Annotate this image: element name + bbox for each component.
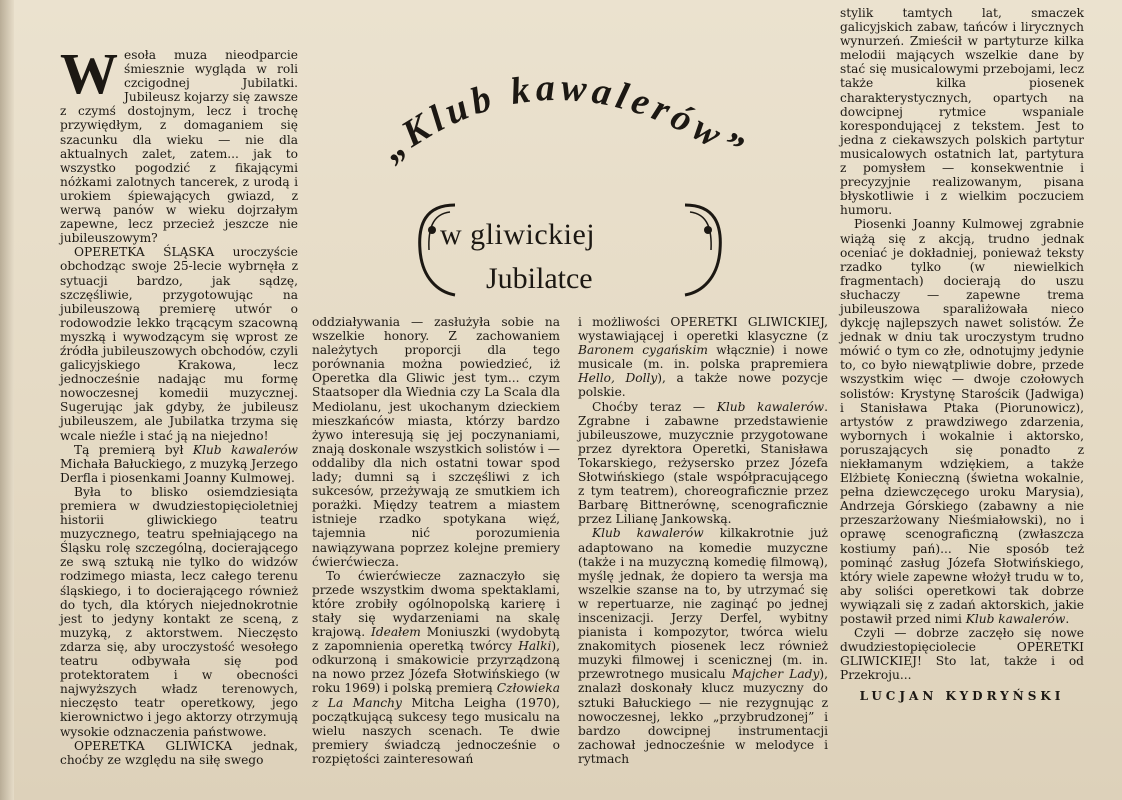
text: ), a także nowe pozycje polskie. (578, 371, 828, 400)
paragraph (60, 443, 298, 485)
arched-title (373, 67, 754, 172)
paragraph: stylik tamtych lat, smaczek galicyjskich zabaw, tańców i lirycznych wynurzeń. Zmieścił w partyturze kilka melodii mających wszelkie dane by stać się musicalowymi przebojami, lecz także kilka piosenek charakterystycznych, opartych na dowcipnej rytmice wspaniale korespondującej z tekstem. Jest to jedna z ciekawszych polskich partytur musicalowych ostatnich lat, partytura z pomysłem — konsekwentnie i precyzyjnie realizowanym, pisana błyskotliwie i z wielkim poczuciem humoru. (840, 6, 1084, 218)
text: Michała Bałuckiego, z muzyką Jerzego Derfla i piosenkami Joanny Kulmowej. (60, 456, 298, 485)
drop-cap: W (60, 41, 118, 106)
article-column-4 (840, 6, 1084, 703)
paragraph: Była to blisko osiemdziesiąta premiera w dwudziestopięcioletniej historii gliwickiego teatru muzycznego, teatru spełniającego na Śląsku rolę szczególną, docierającego ze swą sztuką nie tylko do widzów rodzimego miasta, lecz całego terenu śląskiego, i to docierającego również do tych, dla których niejednokrotnie jest to jedyny kontakt ze sceną, z muzyką, z aktorstwem. Nieczęsto zdarza się, aby uroczystość wesołego teatru odbywała się pod protektoratem i w obecności najwyższych władz terenowych, nieczęsto teatr operetkowy, jego kierownictwo i jego aktorzy otrzymują wysokie odznaczenia państwowe. (60, 484, 298, 739)
text: Tą premierą był (74, 442, 193, 457)
arched-title-text: „Klub kawalerów” (372, 66, 755, 172)
paragraph: OPERETKA ŚLĄSKA uroczyście obchodząc swoje 25-lecie wybrnęła z sytuacji bardzo, jak sądzę, szczęśliwie, przygotowując na jubileuszową premierę utwór o rodowodzie lekko trącącym szacowną myszką i wywodzącym się wprost ze źródła jubileuszowych obchodów, czyli galicyjskiego Krakowa, lecz jednocześnie nadając mu formę nowoczesnej komedii muzycznej. Sugerując jak gdyby, że jubileusz jubileuszem, ale Jubilatka trzyma się wcale nieźle i stać ją na niejedno! (60, 245, 298, 443)
article-column-2 (312, 315, 560, 766)
text: i możliwości OPERETKI GLIWICKIEJ, wystawiającej i operetki klasyczne (z (578, 315, 828, 344)
paragraph: OPERETKA GLIWICKA jednak, choćby ze względu na siłę swego (60, 738, 298, 767)
arched-title-svg (300, 40, 820, 240)
text: . (1065, 612, 1070, 627)
page-edge-shadow (0, 0, 14, 800)
work-title: Klub kawalerów (965, 612, 1066, 627)
paragraph: Czyli — dobrze zaczęło się nowe dwudziestopięciolecie OPERETKI GLIWICKIEJ! Sto lat, także i od Przekroju... (840, 626, 1084, 683)
subtitle-line-1: w gliwickiej (440, 218, 596, 251)
work-title: Hello, Dolly (578, 371, 658, 386)
text: Mitcha Leigha (1970), początkującą sukcesy tego musicalu na wielu naszych scenach. Te dwie premiery świadczą jednocześnie o rozpiętości zainteresowań (312, 695, 561, 766)
text: ), znalazł doskonały klucz muzyczny do sztuki Bałuckiego — nie rezygnując z nowoczesnej, lekko „przybrudzonej” i bardzo dowcipnej instrumentacji zachował jednocześnie w melodyce i rytmach (578, 667, 828, 766)
headline (300, 40, 820, 310)
paragraph (578, 526, 828, 766)
text: Piosenki Joanny Kulmowej zgrabnie wiążą się z akcją, trudno jednak oceniać je dokładniej, ponieważ teksty rzadko tylko (w niewielkich fragmentach) docierają do uszu słuchaczy — zapewne trema jubileuszowa sparaliżowała nieco dykcję najlepszych nawet solistów. Że jednak w dniu tak uroczystym trudno mówić o tym co złe, odnotujmy jedynie to, co było niewątpliwie dobre, przede wszystkim więc — dwoje czołowych solistów: Krystynę Starościk (Jadwiga) i Stanisława Ptaka (Piorunowicz), artystów z prawdziwego zdarzenia, wybornych i wokalnie i aktorsko, poruszających się ponadto z niekłamanym wdziękiem, a także Elżbietę Konieczną (świetna wokalnie, pełna dziewczęcego uroku Marysia), Andrzeja Górskiego (zabawny a nie przeszarżowany Nieśmiałowski), no i oprawę scenograficzną (zwłaszcza kostiumy pań)... Nie sposób też pominąć zasług Józefa Słotwińskiego, który wiele zapewne włożył trudu w to, aby soliści operetkowi tak dobrze wywiązali się z zadań aktorskich, jakie postawił przed nimi (840, 217, 1084, 627)
work-title: Klub kawalerów (592, 526, 704, 541)
text: Choćby teraz — (592, 399, 717, 414)
lead-paragraph (60, 41, 298, 246)
work-title: Halki (518, 639, 552, 654)
paragraph (840, 217, 1084, 626)
work-title: Ideałem (371, 625, 421, 640)
subtitle-line-2: Jubilatce (486, 262, 593, 295)
article-column-3 (578, 315, 828, 766)
text: kilkakrotnie już adaptowano na komedie muzyczne (także i na muzyczną komedię filmową), myślę jednak, że dopiero ta wersja ma wszelkie szanse na to, by utrzymać się w repertuarze, nie zaginąć po jednej inscenizacji. Jerzy Derfel, wybitny pianista i kompozytor, twórca wielu znakomitych piosenek lecz również muzyki filmowej i scenicznej (m. in. przewrotnego musicalu (578, 526, 828, 682)
paragraph (578, 400, 828, 527)
text: . Zgrabne i zabawne przedstawienie jubileuszowe, muzycznie przygotowane przez dyrektora Operetki, Stanisława Tokarskiego, reżysersko przez Józefa Słotwińskiego (stale współpracującego z tym teatrem), choreograficznie przez Barbarę Bittnerównę, scenograficznie przez Lilianę Jankowską. (578, 399, 828, 527)
work-title: Człowieka z La Manchy (312, 681, 560, 710)
paragraph (578, 315, 828, 400)
text: włącznie) i nowe musicale (m. in. polska prapremiera (578, 343, 828, 372)
text: ), odkurzoną i smakowicie przyrządzoną na nowo przez Józefa Słotwińskiego (w roku 1969) i polską premierą (312, 639, 560, 696)
paragraph: oddziaływania — zasłużyła sobie na wszelkie honory. Z zachowaniem należytych proporcji dla tego porównania można powiedzieć, iż Operetka dla Gliwic jest tym... czym Staatsoper dla Wiednia czy La Scala dla Mediolanu, jest ukochanym dzieckiem mieszkańców miasta, którzy bardzo żywo interesują się jej poczynaniami, znają doskonale wszystkich solistów i — oddaliby dla nich ostatni towar spod lady; dumni są i szczęśliwi z ich sukcesów, przeżywają ze smutkiem ich porażki. Między teatrem a miastem istnieje rzadko spotykana więź, tajemnia nić porozumienia nawiązywana poprzez kolejne premiery ćwierćwiecza. (312, 315, 560, 569)
work-title: Majcher Lady (731, 667, 820, 682)
article-column-1 (60, 41, 298, 767)
text: To ćwierćwiecze zaznaczyło się przede wszystkim dwoma spektaklami, które zrobiły ogólnopolską karierę i stały się wydarzeniami na skalę krajową. (312, 568, 560, 640)
right-ornament-icon (680, 200, 730, 300)
lead-text: esoła muza nieodparcie śmiesznie wygląda w roli czcigodnej Jubilatki. Jubileusz kojarzy się zawsze z czymś dostojnym, lecz i trochę przywiędłym, z domaganiem się szacunku dla wieku — nie dla aktualnych zalet, zatem... jak to wszystko pogodzić z fikającymi nóżkami zalotnych tancerek, z urodą i urokiem śpiewających gwiazd, z werwą panów w wieku dojrzałym zapewne, lecz przecież jeszcze nie jubileuszowym? (60, 48, 298, 246)
text: Moniuszki (wydobytą z zapomnienia operetką twórcy (312, 625, 560, 654)
paragraph (312, 569, 560, 766)
work-title: Klub kawalerów (192, 442, 298, 457)
work-title: Klub kawalerów (716, 399, 825, 414)
author-signature: LUCJAN KYDRYŃSKI (859, 688, 1065, 703)
work-title: Baronem cygańskim (578, 343, 708, 358)
